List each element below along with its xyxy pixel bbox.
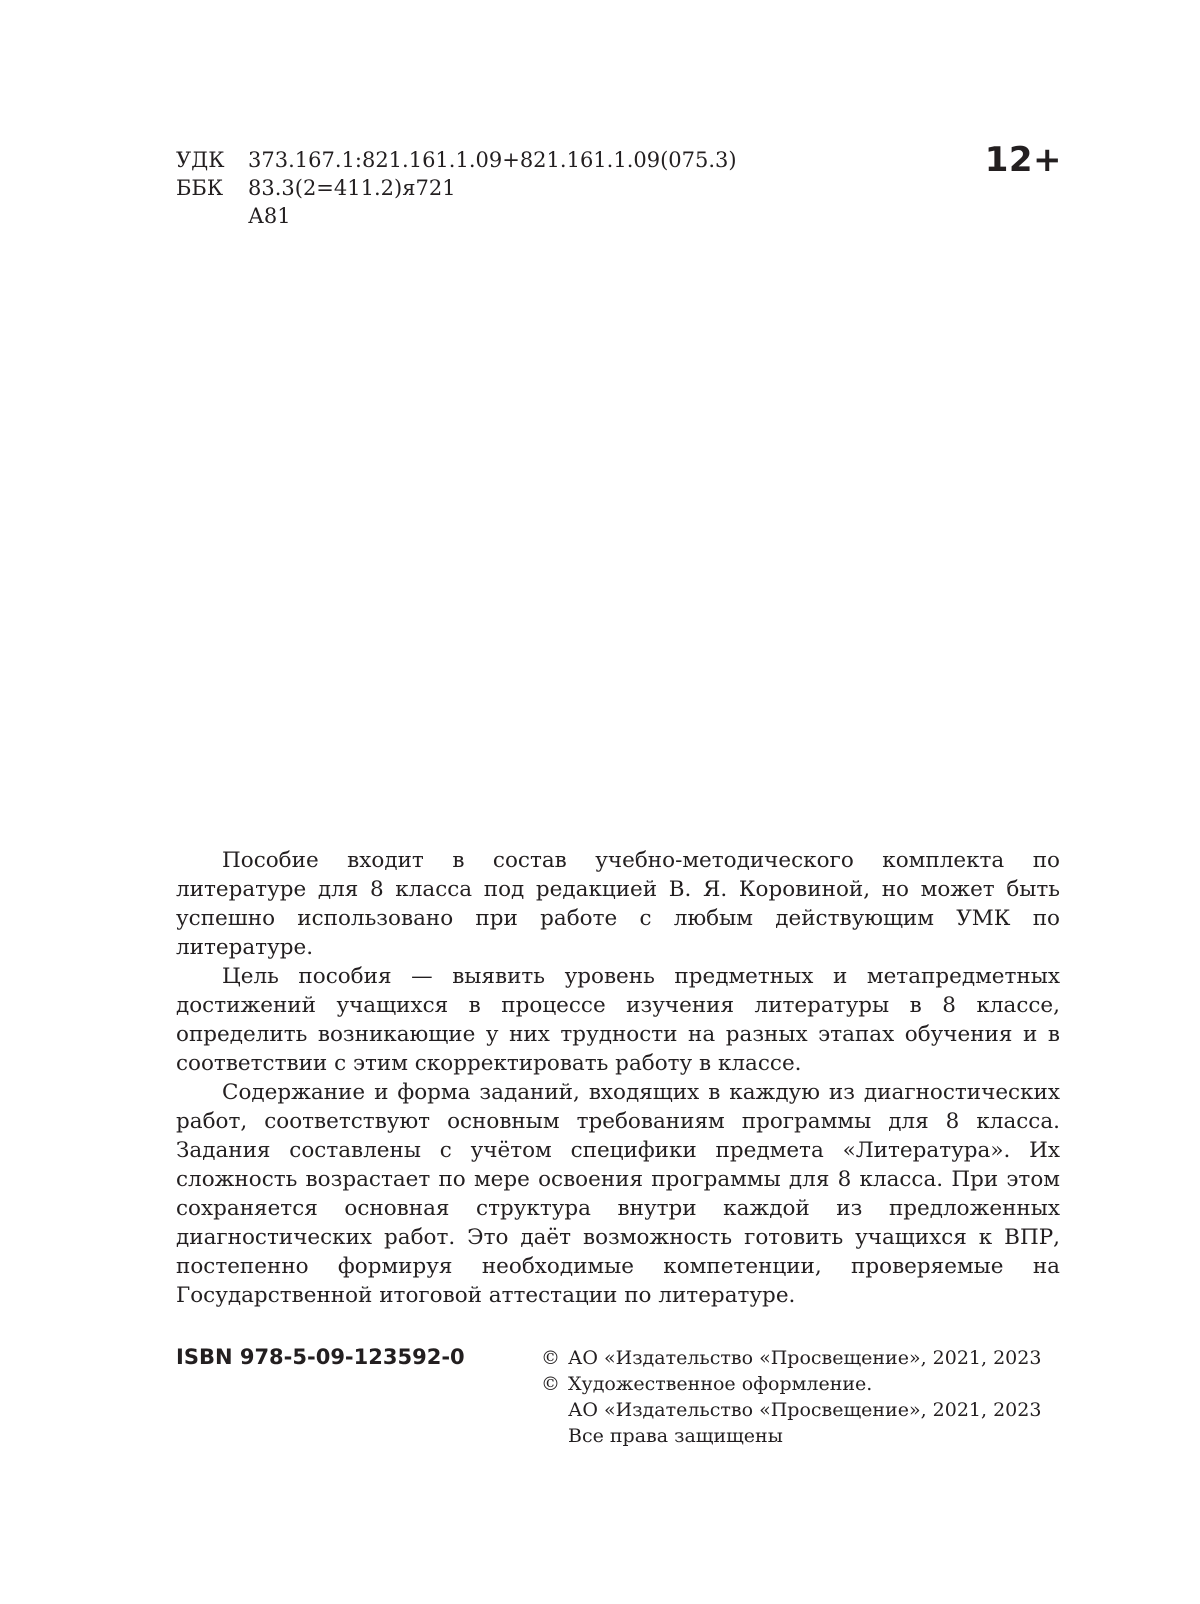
annotation-paragraph: Пособие входит в состав учебно-методического комплекта по литературе для 8 класса под редакцией В. Я. Коровиной, но может быть успешно использовано при работе с любым действующим УМК по литературе. <box>176 848 1060 960</box>
all-rights-reserved: Все права защищены <box>568 1425 783 1447</box>
copyright-line <box>541 1423 1061 1449</box>
age-rating-badge: 12+ <box>984 140 1062 180</box>
copyright-design: Художественное оформление. <box>568 1373 873 1395</box>
copyright-symbol: © <box>541 1373 560 1395</box>
copyright-line <box>541 1397 1061 1423</box>
udk-row <box>176 146 737 174</box>
author-mark-row <box>176 202 737 230</box>
copyright-line <box>541 1345 1061 1371</box>
bbk-value: 83.3(2=411.2)я721 <box>248 176 456 200</box>
udk-value: 373.167.1:821.161.1.09+821.161.1.09(075.3) <box>248 148 737 172</box>
copyright-symbol: © <box>541 1347 560 1369</box>
annotation-paragraph: Цель пособия — выявить уровень предметных и метапредметных достижений учащихся в процессе изучения литературы в 8 классе, определить возникающие у них трудности на разных этапах обучения и в соответствии с этим скорректировать работу в классе. <box>176 964 1060 1076</box>
copyright-indent <box>541 1397 568 1423</box>
copyright-design-publisher: АО «Издательство «Просвещение», 2021, 2023 <box>568 1399 1042 1421</box>
isbn: ISBN 978-5-09-123592-0 <box>176 1345 465 1369</box>
author-mark-spacer <box>176 202 248 230</box>
copyright-indent <box>541 1423 568 1449</box>
author-mark: А81 <box>248 204 291 228</box>
copyright-block <box>541 1345 1061 1449</box>
udk-label: УДК <box>176 148 225 172</box>
annotation <box>176 846 1060 1310</box>
annotation-paragraph: Содержание и форма заданий, входящих в каждую из диагностических работ, соответствуют основным требованиям программы для 8 класса. Задания составлены с учётом специфики предмета «Литература». Их сложность возрастает по мере освоения программы для 8 класса. При этом сохраняется основная структура внутри каждой из предложенных диагностических работ. Это даёт возможность готовить учащихся к ВПР, постепенно формируя необходимые компетенции, проверяемые на Государственной итоговой аттестации по литературе. <box>176 1080 1060 1308</box>
bbk-row <box>176 174 737 202</box>
classification-block <box>176 146 737 230</box>
copyright-line <box>541 1371 1061 1397</box>
bbk-label: ББК <box>176 176 224 200</box>
copyright-publisher: АО «Издательство «Просвещение», 2021, 2023 <box>568 1347 1042 1369</box>
